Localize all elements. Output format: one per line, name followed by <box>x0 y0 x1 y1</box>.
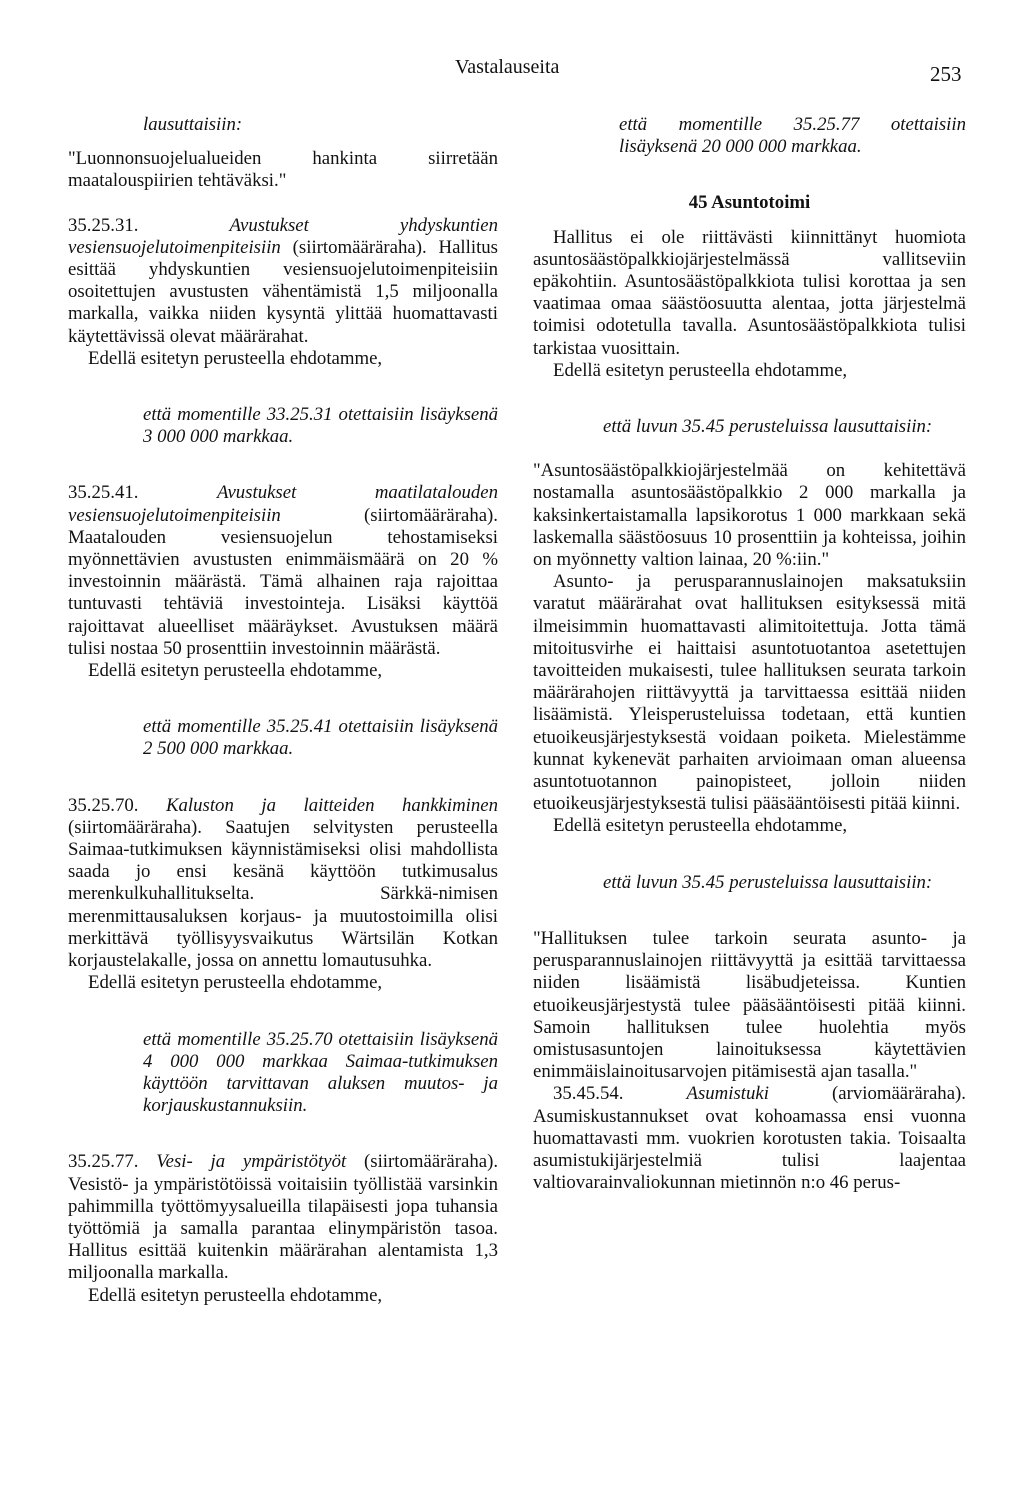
item-body: (arviomääräraha). Asumiskustannukset ovat kohoamassa ensi vuonna huomattavasti mm. vuokrien korotusten takia. Toisaalta asumistukijärjestelmiä tulisi laajentaa valtiovarainvaliokunnan mietinnön n:o 46 perus- <box>533 1083 966 1194</box>
quote-text: "Hallituksen tulee tarkoin seurata asunto- ja perusparannuslainojen riittävyyttä ja esittää tarvittaessa niiden lisäämistä lisäbudjeteissa. Kuntien etuoikeusjärjestystä tulee pääsääntöisesti pitää kiinni. Samoin hallituksen tulee huolehtia myös omistusasuntojen lainoituksessa käytettävien enimmäislainoitusarvojen pitämisestä ajan tasalla." <box>533 927 966 1083</box>
section-heading: 45 Asuntotoimi <box>688 192 811 214</box>
left-column <box>68 100 498 1307</box>
motion-text: että momentille 33.25.31 otettaisiin lisäyksenä 3 000 000 markkaa. <box>143 404 498 448</box>
proposal-text: Edellä esitetyn perusteella ehdotamme, <box>88 972 383 994</box>
page-number: 253 <box>930 62 962 86</box>
item-code: 35.25.70. <box>68 794 139 816</box>
motion-text: että momentille 35.25.77 otettaisiin lisäyksenä 20 000 000 markkaa. <box>619 114 966 158</box>
right-column <box>533 100 966 1194</box>
quote-text: "Asuntosäästöpalkkiojärjestelmää on kehitettävä nostamalla asuntosäästöpalkkio 2 000 markalla ja kaksinkertaistamalla lapsikorotus 1 000 markkaan sekä laskemalla säästöosuus 10 prosenttiin ja kohteissa, joihin on myönnetty valtion lainaa, 20 %:iin." <box>533 460 966 571</box>
item-title: Avustukset yhdyskuntien vesiensuojelutoimenpiteisiin <box>68 214 498 258</box>
item-body: (siirtomääräraha). Vesistö- ja ympäristötöissä voitaisiin työllistää varsinkin pahimmilla työttömyysalueilla tilapäisesti jopa tuhansia työttömiä ja samalla parantaa elinympäristön tasoa. Hallitus esittää kuitenkin määrärahan alentamista 1,3 miljoonalla markalla. <box>68 1151 499 1284</box>
item-35-25-31 <box>68 215 498 348</box>
motion-text: että luvun 35.45 perusteluissa lausuttaisiin: <box>603 871 933 893</box>
intro-quote: "Luonnonsuojelualueiden hankinta siirretään maatalouspiirien tehtäväksi." <box>68 148 498 192</box>
item-code: 35.45.54. <box>553 1083 624 1105</box>
item-body: (siirtomääräraha). Hallitus esittää yhdyskuntien vesiensuojelutoimenpiteisiin osoitettujen avustusten vähentämistä 1,5 miljoonalla markalla, vaikka niiden kysyntä ylittää huomattavasti käytettävissä olevat määrärahat. <box>68 236 498 347</box>
proposal-text: Edellä esitetyn perusteella ehdotamme, <box>553 359 848 381</box>
proposal-text: Edellä esitetyn perusteella ehdotamme, <box>88 1284 383 1306</box>
item-title: Asumistuki <box>686 1083 769 1105</box>
section-intro: Hallitus ei ole riittävästi kiinnittänyt huomiota asuntosäästöpalkkiojärjestelmässä vallitseviin epäkohtiin. Asuntosäästöpalkkiota tulisi korottaa ja sen vaatimaa omaa säästöosuutta alentaa, jotta järjestelmä toimisi odotetulla tavalla. Asuntosäästöpalkkiota tulisi tarkistaa vuosittain. <box>533 226 966 359</box>
item-code: 35.25.41. <box>68 482 139 504</box>
paragraph: Asunto- ja perusparannuslainojen maksatuksiin varatut määrärahat ovat hallituksen esityksessä mitä ilmeisimmin huomattavasti alimitoitettuja. Jotta tämä mitoitusvirhe ei haittaisi asuntotuotantoa asetettujen tavoitteiden mukaisesti, tulee hallituksen seurata tarkoin määrärahojen riittävyyttä ja tarvittaessa esittää niiden lisäämistä. Yleisperusteluissa todetaan, että kuntien etuoikeusjärjestyksestä voidaan poiketa. Mielestämme kunnat kykenevät parhaiten arvioimaan oman alueensa asuntotuotannon painopisteet, jolloin niiden etuoikeusjärjestyksestä tulisi pääsääntöisesti pitää kiinni. <box>533 571 966 815</box>
item-body: (siirtomääräraha). Maatalouden vesiensuojelun tehostamiseksi myönnettävien avustusten enimmäismäärä on 20 % investoinnin määrästä. Tämä alhainen raja rajoittaa tuntuvasti tehtäviä investointeja. Lisäksi käyttöä rajoittavat alueelliset määräykset. Avustuksen määrä tulisi nostaa 50 prosenttiin investoinnin määrästä. <box>68 504 498 659</box>
item-body: (siirtomääräraha). Saatujen selvitysten perusteella Saimaa-tutkimuksen käynnistämiseksi olisi mahdollista saada jo ensi kesänä käyttöön tutkimusalus merenkulkuhallitukselta. Särkkä-nimisen merenmittausaluksen korjaus- ja muutostoimilla olisi merkittävä työllisyysvaikutus Wärtsilän Kotkan korjaustelakalle, jossa on annettu lomautusuhka. <box>68 816 498 972</box>
page-header <box>0 56 1024 86</box>
intro-label: lausuttaisiin: <box>143 114 243 135</box>
proposal-text: Edellä esitetyn perusteella ehdotamme, <box>88 660 383 682</box>
item-35-45-54 <box>533 1083 966 1194</box>
item-code: 35.25.31. <box>68 214 139 236</box>
item-code: 35.25.77. <box>68 1151 139 1173</box>
item-title: Avustukset maatilatalouden vesiensuojelutoimenpiteisiin <box>68 482 498 526</box>
proposal-text: Edellä esitetyn perusteella ehdotamme, <box>88 347 383 369</box>
motion-text: että momentille 35.25.70 otettaisiin lisäyksenä 4 000 000 markkaa Saimaa-tutkimuksen käyttöön tarvittavan aluksen muutos- ja korjauskustannuksiin. <box>143 1028 498 1117</box>
item-title: Kaluston ja laitteiden hankkiminen <box>166 794 498 816</box>
item-35-25-70 <box>68 795 498 973</box>
motion-text: että luvun 35.45 perusteluissa lausuttaisiin: <box>603 416 933 438</box>
item-35-25-41 <box>68 482 498 660</box>
proposal-text: Edellä esitetyn perusteella ehdotamme, <box>553 815 848 837</box>
item-title: Vesi- ja ympäristötyöt <box>156 1151 347 1173</box>
item-35-25-77 <box>68 1151 498 1284</box>
running-head: Vastalauseita <box>455 56 560 78</box>
motion-text: että momentille 35.25.41 otettaisiin lisäyksenä 2 500 000 markkaa. <box>143 716 498 760</box>
